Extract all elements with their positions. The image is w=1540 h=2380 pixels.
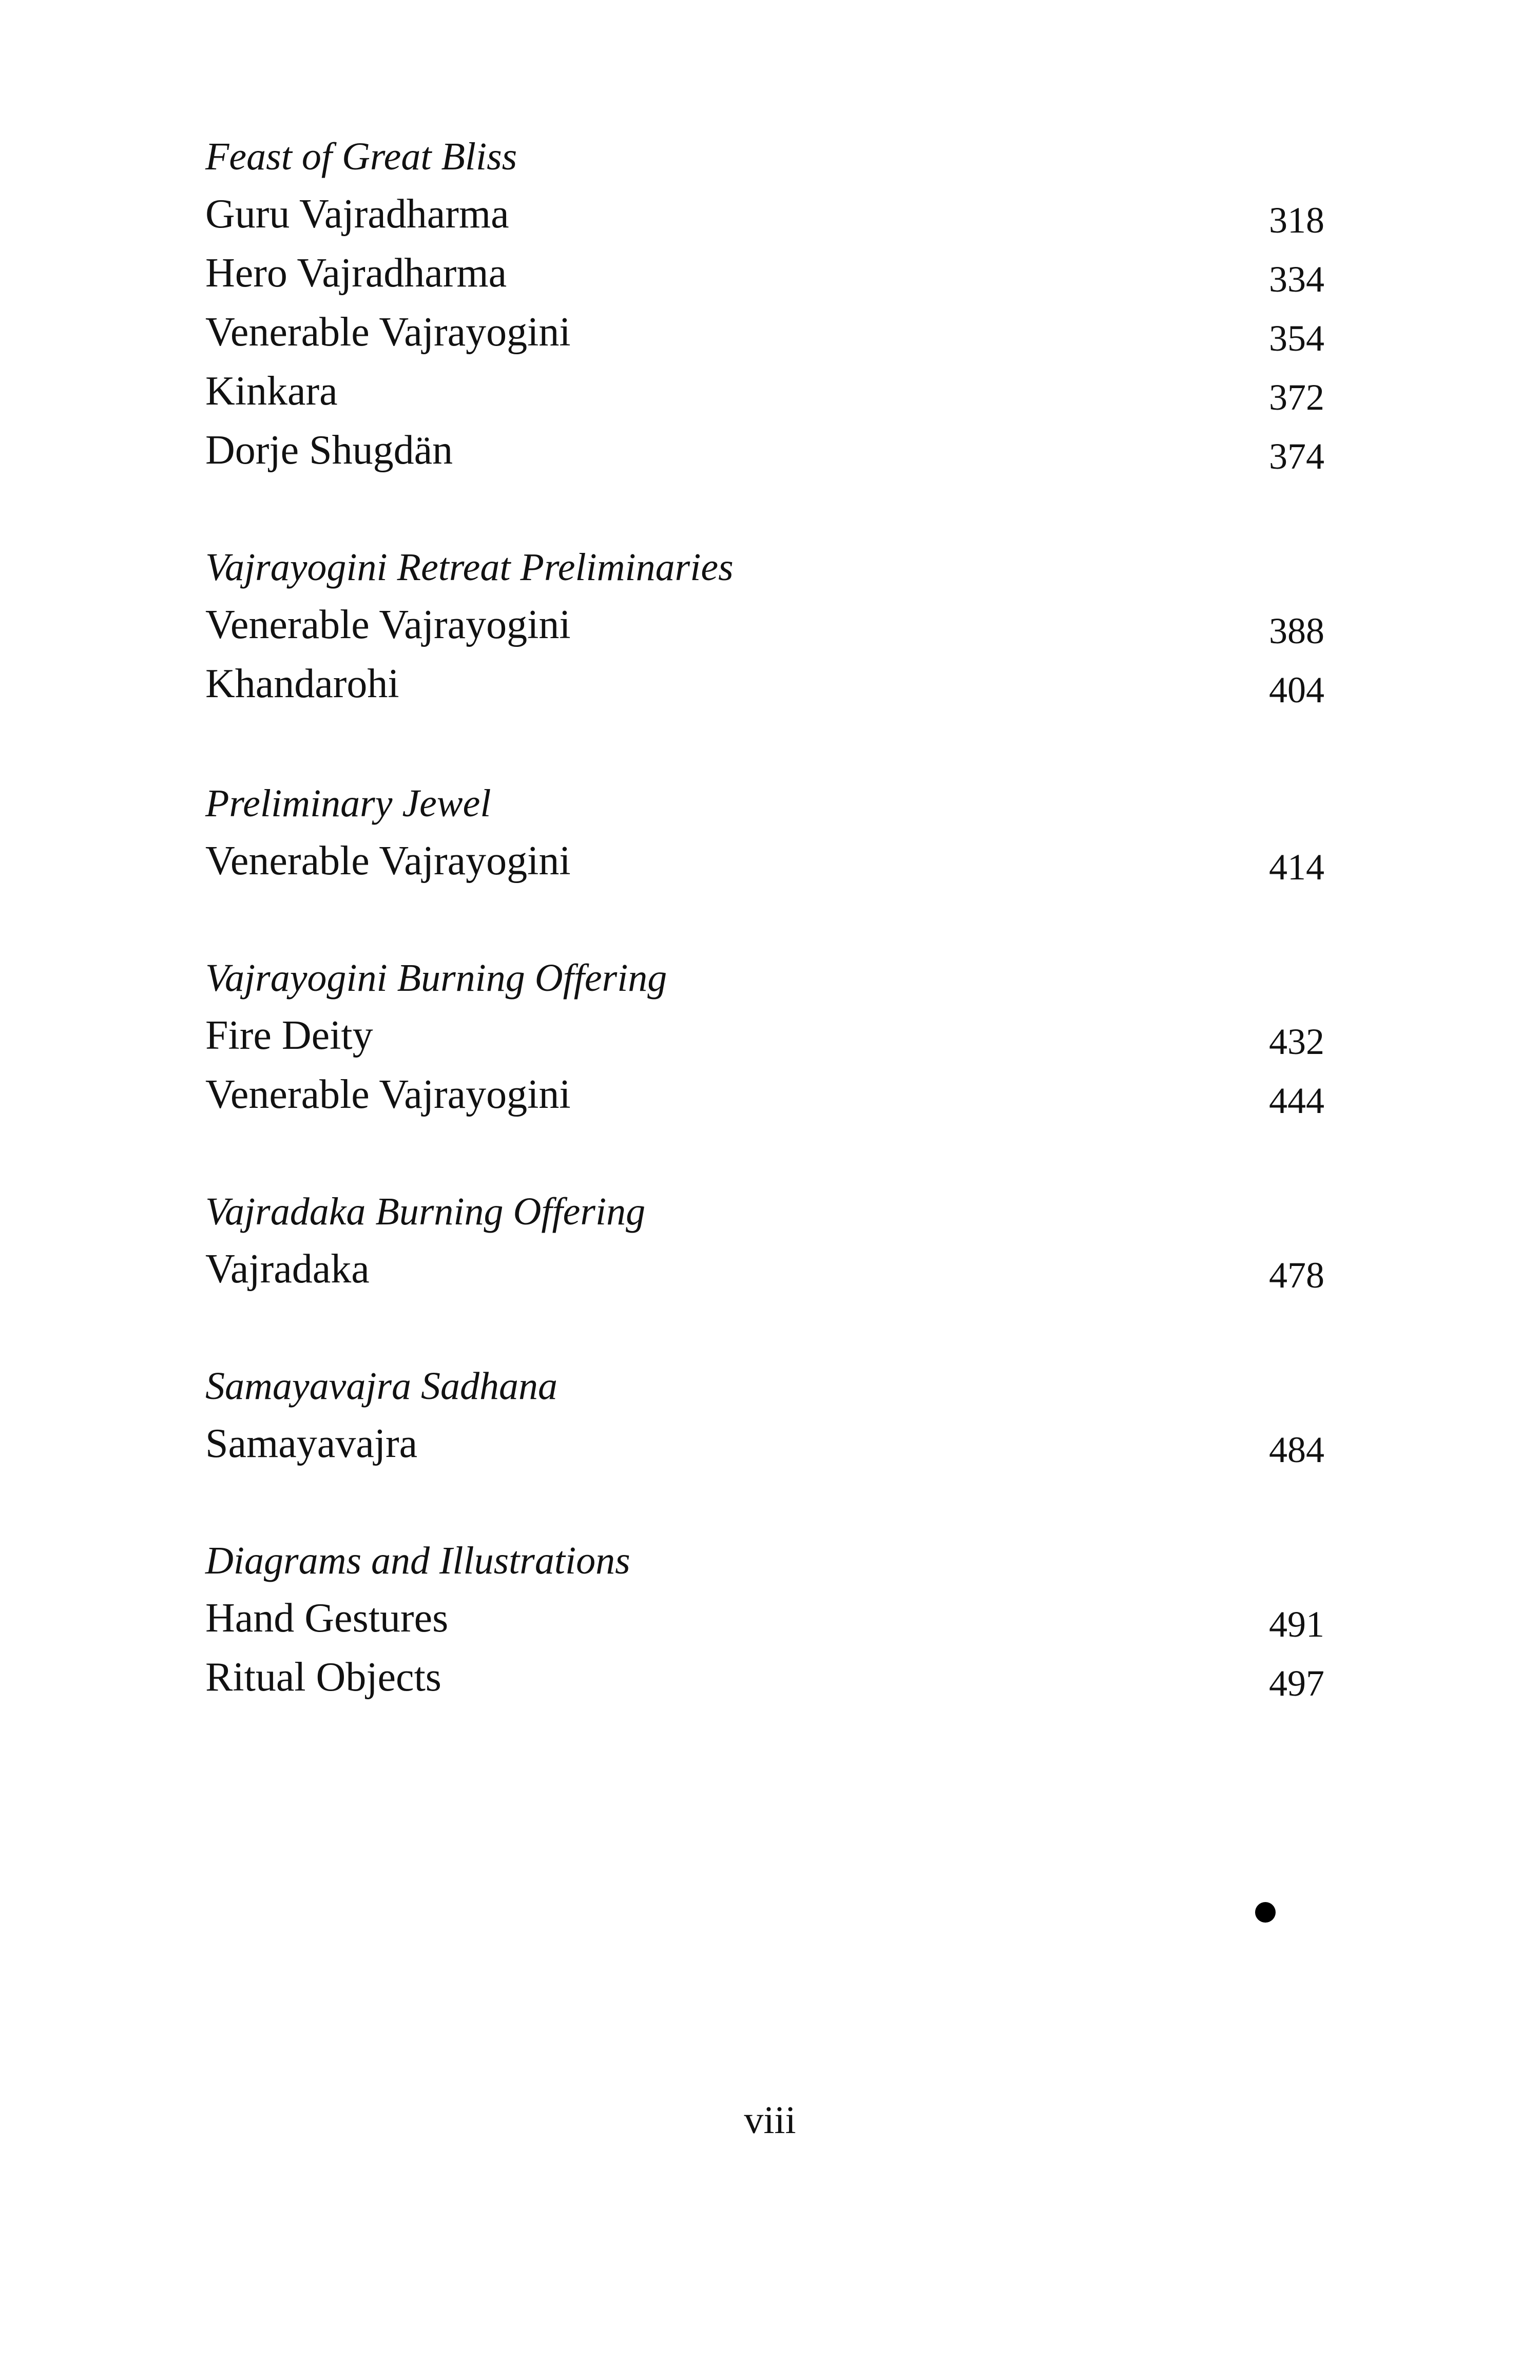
entry-title: Vajradaka: [205, 1246, 370, 1292]
entry-title: Hero Vajradharma: [205, 251, 507, 296]
toc-entry: [205, 1240, 1324, 1299]
entry-page-number: 334: [1269, 259, 1324, 300]
page-folio: viii: [744, 2099, 796, 2142]
section-heading: Diagrams and Illustrations: [205, 1539, 630, 1582]
entry-title: Dorje Shugdän: [205, 428, 453, 473]
section-heading: Feast of Great Bliss: [205, 135, 517, 178]
toc-entry: [205, 1589, 1324, 1648]
entry-title: Guru Vajradharma: [205, 191, 509, 237]
toc-entry: [205, 1065, 1324, 1124]
entry-title: Venerable Vajrayogini: [205, 602, 571, 647]
toc-section-vajradaka-burning-offering: [205, 1183, 1324, 1299]
toc-entry: [205, 596, 1324, 655]
section-heading: Vajrayogini Burning Offering: [205, 956, 667, 1000]
toc-section-preliminary-jewel: [205, 775, 1324, 891]
section-heading: Preliminary Jewel: [205, 782, 491, 825]
toc-entry: [205, 1414, 1324, 1473]
toc-entry: [205, 1648, 1324, 1707]
section-heading: Samayavajra Sadhana: [205, 1365, 558, 1408]
entry-page-number: 404: [1269, 669, 1324, 711]
entry-page-number: 497: [1269, 1663, 1324, 1704]
entry-page-number: 374: [1269, 436, 1324, 477]
toc-section-samayavajra-sadhana: [205, 1358, 1324, 1473]
bullet-mark: [1255, 1902, 1276, 1923]
entry-page-number: 432: [1269, 1021, 1324, 1062]
entry-title: Kinkara: [205, 369, 338, 414]
entry-page-number: 444: [1269, 1080, 1324, 1121]
entry-page-number: 484: [1269, 1429, 1324, 1470]
entry-title: Venerable Vajrayogini: [205, 310, 571, 355]
toc-section-vajrayogini-retreat-preliminaries: [205, 539, 1324, 714]
toc-section-vajrayogini-burning-offering: [205, 950, 1324, 1124]
toc-entry: [205, 244, 1324, 303]
entry-title: Samayavajra: [205, 1421, 418, 1466]
entry-title: Fire Deity: [205, 1013, 373, 1058]
toc-entry: [205, 421, 1324, 480]
entry-page-number: 372: [1269, 377, 1324, 418]
toc-entry: [205, 185, 1324, 244]
section-heading: Vajrayogini Retreat Preliminaries: [205, 546, 734, 589]
entry-title: Ritual Objects: [205, 1655, 441, 1700]
entry-page-number: 318: [1269, 200, 1324, 241]
section-heading: Vajradaka Burning Offering: [205, 1190, 646, 1233]
entry-page-number: 478: [1269, 1255, 1324, 1296]
entry-title: Venerable Vajrayogini: [205, 1072, 571, 1117]
entry-title: Khandarohi: [205, 661, 399, 706]
entry-page-number: 388: [1269, 610, 1324, 651]
entry-page-number: 414: [1269, 847, 1324, 888]
toc-entry: [205, 1006, 1324, 1065]
entry-page-number: 491: [1269, 1604, 1324, 1645]
toc-section-feast-of-great-bliss: [205, 128, 1324, 480]
toc-entry: [205, 362, 1324, 421]
entry-title: Venerable Vajrayogini: [205, 838, 571, 884]
toc-entry: [205, 303, 1324, 362]
toc-entry: [205, 655, 1324, 714]
entry-title: Hand Gestures: [205, 1596, 449, 1641]
entry-page-number: 354: [1269, 318, 1324, 359]
toc-entry: [205, 832, 1324, 891]
toc-section-diagrams-and-illustrations: [205, 1532, 1324, 1707]
